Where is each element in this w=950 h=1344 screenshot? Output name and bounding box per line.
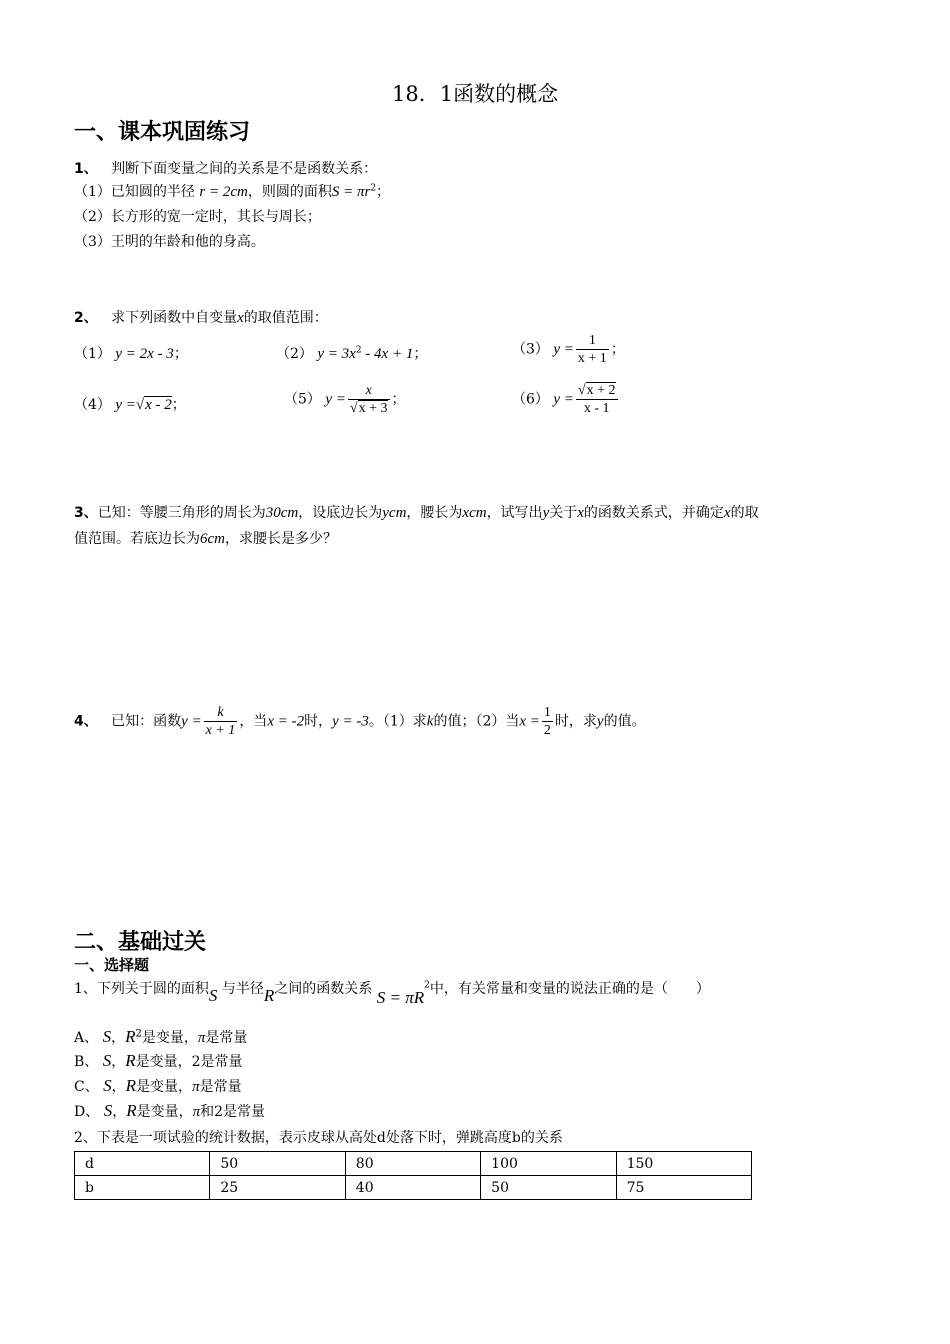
question-text: 求下列函数中自变量: [111, 310, 238, 326]
subsection-heading: 一、选择题: [74, 956, 150, 974]
section-heading-1: 一、课本巩固练习: [74, 120, 251, 145]
question-text: 判断下面变量之间的关系是不是函数关系：: [111, 161, 378, 177]
question-2-item-1: [74, 343, 188, 363]
math-expression: y =: [553, 391, 574, 408]
superscript: 2: [370, 183, 377, 194]
table-cell: 50: [210, 1152, 345, 1176]
option-text: 是变量，: [136, 1104, 193, 1120]
superscript: 2: [424, 980, 430, 991]
superscript: 2: [135, 1028, 142, 1040]
question-number: 2、: [74, 310, 98, 326]
page-title: 18．1函数的概念: [392, 82, 559, 106]
separator: ，: [111, 1030, 126, 1046]
question-1-item-2: （2）长方形的宽一定时，其长与周长；: [74, 209, 321, 225]
question-text: ，腰长为: [406, 505, 463, 521]
item-end: ；: [610, 341, 625, 358]
radicand: x + 3: [358, 401, 388, 416]
question-text: ，设底边长为: [298, 505, 383, 521]
option-label: D、: [74, 1104, 100, 1120]
table-cell: 100: [481, 1152, 616, 1176]
math-variable: π: [192, 1104, 201, 1120]
question-text: 已知：等腰三角形的周长为: [97, 505, 266, 521]
math-variable: x: [237, 310, 244, 326]
item-end: ；: [391, 391, 406, 408]
math-variable: R: [125, 1027, 136, 1046]
option-b[interactable]: [74, 1051, 243, 1071]
numerator: √x + 2: [577, 383, 616, 398]
math-expression: r = 2cm: [199, 184, 248, 200]
question-text: 的取值范围：: [243, 310, 328, 326]
math-variable: k: [426, 713, 434, 730]
fraction: [204, 704, 238, 739]
math-variable: S: [103, 1101, 113, 1120]
option-label: A、: [74, 1030, 99, 1046]
separator: ，: [112, 1104, 127, 1120]
item-label: （3）: [512, 341, 549, 358]
option-text: 是变量，: [136, 1079, 193, 1095]
math-expression: y = 2x - 3: [115, 346, 174, 362]
math-expression: S = πr: [331, 184, 371, 200]
item-label: （6）: [512, 391, 549, 408]
math-expression: y = 3x: [317, 346, 356, 362]
math-expression: y = -3: [332, 713, 369, 730]
question-2-item-3: [512, 332, 625, 367]
option-text: 是变量，2是常量: [135, 1054, 243, 1070]
question-number: 4、: [74, 713, 98, 730]
numerator: k: [217, 705, 224, 720]
table-cell: 25: [210, 1176, 345, 1200]
math-expression: y =: [181, 713, 202, 730]
question-text: 的值；（2）当: [433, 713, 520, 730]
option-d[interactable]: [74, 1101, 265, 1121]
item-label: （5）: [284, 391, 321, 408]
section-heading-2: 二、基础过关: [74, 930, 207, 955]
option-text: 是常量: [199, 1079, 242, 1095]
table-cell: 150: [616, 1152, 751, 1176]
item-label: （1）: [74, 346, 111, 362]
question-text: 时，求: [554, 713, 597, 730]
item-end: ；: [413, 346, 428, 362]
math-variable: x: [723, 505, 731, 521]
radicand: x - 2: [145, 397, 172, 413]
math-variable: π: [192, 1079, 200, 1095]
math-expression: 30cm: [265, 505, 299, 521]
question-4: [74, 704, 646, 739]
fraction: [576, 382, 618, 417]
table-cell: 80: [345, 1152, 480, 1176]
table-cell: d: [75, 1152, 210, 1176]
option-a[interactable]: [74, 1027, 247, 1047]
question-text: 关于: [549, 505, 578, 521]
question-number: 1、: [74, 161, 98, 177]
question-2-item-4: [74, 394, 186, 414]
math-expression: xcm: [462, 505, 487, 521]
math-variable: S: [208, 986, 218, 1005]
math-expression: x = -2: [267, 713, 305, 730]
data-table: [74, 1151, 752, 1200]
table-cell: b: [75, 1176, 210, 1200]
denominator: 2: [543, 723, 551, 738]
math-variable: R: [263, 986, 275, 1005]
table-cell: 50: [481, 1176, 616, 1200]
option-c[interactable]: [74, 1076, 242, 1096]
item-end: ；: [171, 397, 186, 413]
math-expression: y =: [325, 391, 346, 408]
separator: ，: [111, 1054, 126, 1070]
option-text: 是变量，: [141, 1030, 198, 1046]
numerator: 1: [588, 333, 596, 348]
sqrt-sign: √: [135, 397, 145, 413]
math-variable: R: [126, 1101, 137, 1120]
fraction: [542, 704, 553, 739]
question-1-item-1: [74, 181, 390, 201]
math-variable: R: [125, 1076, 137, 1095]
radicand: x + 2: [586, 383, 616, 398]
denominator: x + 1: [577, 351, 607, 366]
question-text: 值范围。若底边长为: [74, 531, 200, 547]
question-text: 之间的函数关系: [274, 981, 373, 997]
question-text: 与半径: [221, 981, 264, 997]
choice-question-2: 2、下表是一项试验的统计数据，表示皮球从高处d处落下时，弹跳高度b的关系: [74, 1130, 563, 1146]
denominator: x + 1: [205, 723, 236, 738]
question-number: 3、: [74, 505, 98, 521]
math-variable: S: [102, 1051, 112, 1070]
math-expression: x =: [519, 713, 540, 730]
separator: ，: [111, 1079, 126, 1095]
question-1: [74, 158, 377, 178]
item-label: （4）: [74, 397, 111, 413]
option-label: C、: [74, 1079, 99, 1095]
question-text: 的取: [730, 505, 759, 521]
math-variable: y: [542, 505, 550, 521]
math-expression: y =: [115, 397, 136, 413]
question-text: 已知：函数: [111, 713, 182, 730]
denominator: √x + 3: [349, 401, 388, 416]
question-2-item-6: [512, 382, 620, 417]
numerator: x: [365, 383, 372, 398]
question-2-item-2: [276, 343, 427, 363]
option-text: 是常量: [205, 1030, 248, 1046]
question-3: [74, 502, 759, 522]
math-expression: - 4x + 1: [361, 346, 414, 362]
table-row: [75, 1152, 752, 1176]
question-1-item-3: （3）王明的年龄和他的身高。: [74, 234, 265, 250]
question-text: ，当: [239, 713, 268, 730]
superscript: 2: [355, 345, 362, 356]
question-text: ，求腰长是多少？: [225, 531, 337, 547]
question-text: 时，: [304, 713, 333, 730]
question-3-line-2: [74, 528, 337, 548]
question-text: 的值。: [603, 713, 646, 730]
math-variable: y: [596, 713, 604, 730]
math-variable: R: [125, 1051, 136, 1070]
item-text: ；: [376, 184, 391, 200]
question-text: 1、下列关于圆的面积: [74, 981, 209, 997]
table-row: [75, 1176, 752, 1200]
math-expression: S = πR: [376, 988, 425, 1007]
choice-question-1: [74, 978, 710, 1007]
fraction: [348, 382, 390, 417]
table-cell: 75: [616, 1176, 751, 1200]
math-variable: S: [103, 1076, 112, 1095]
math-expression: y =: [553, 341, 574, 358]
fraction: [576, 332, 609, 367]
option-label: B、: [74, 1054, 99, 1070]
math-expression: ycm: [382, 505, 407, 521]
item-text: （1）已知圆的半径: [74, 184, 195, 200]
denominator: x - 1: [576, 399, 618, 417]
item-text: ，则圆的面积: [247, 184, 332, 200]
question-2-item-5: [284, 382, 406, 417]
math-variable: S: [102, 1027, 112, 1046]
numerator: 1: [543, 705, 551, 720]
question-text: 。（1）求: [368, 713, 427, 730]
question-text: 的函数关系式，并确定: [583, 505, 724, 521]
option-text: 和2是常量: [200, 1104, 266, 1120]
math-variable: π: [197, 1030, 206, 1046]
item-label: （2）: [276, 346, 313, 362]
item-end: ；: [173, 346, 188, 362]
math-variable: x: [577, 505, 584, 521]
question-text: ，试写出: [486, 505, 543, 521]
question-text: 中，有关常量和变量的说法正确的是（ ）: [429, 981, 710, 997]
math-expression: 6cm: [200, 531, 225, 547]
table-cell: 40: [345, 1176, 480, 1200]
question-2: [74, 307, 328, 327]
